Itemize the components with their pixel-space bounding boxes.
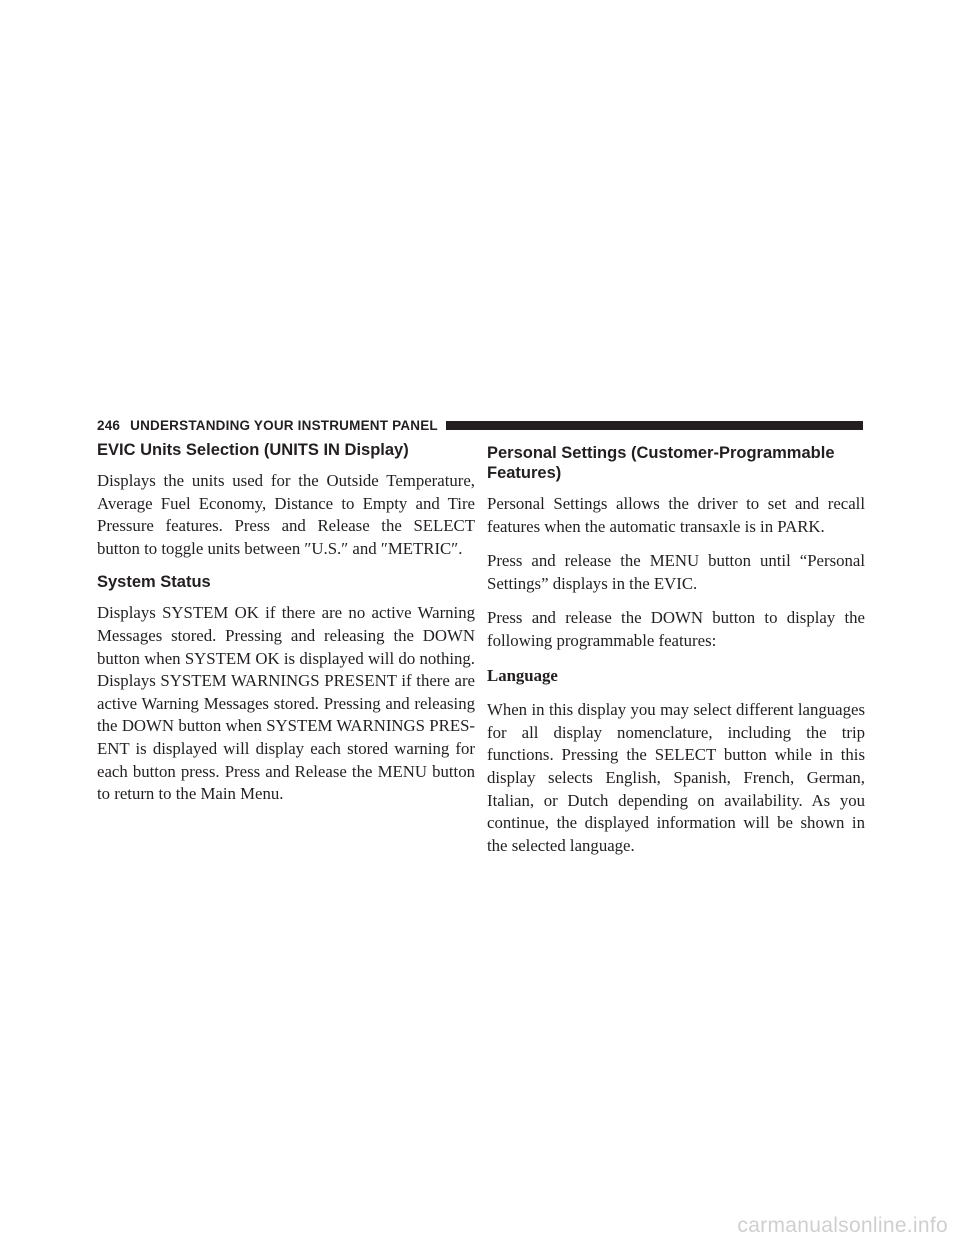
personal-settings-paragraph-1: Personal Settings allows the driver to set and recall features when the automatic transaxle is in PARK. — [487, 494, 865, 536]
page-header — [97, 415, 863, 435]
system-status-heading: System Status — [97, 573, 211, 592]
right-column — [487, 440, 865, 869]
section-title: UNDERSTANDING YOUR INSTRUMENT PANEL — [130, 417, 438, 433]
page-number: 246 — [97, 417, 121, 433]
left-column — [97, 440, 475, 818]
language-paragraph: When in this display you may select different languages for all display nomenclature, including the trip functions. Pressing the SELECT button while in this display selects English, Spanish, French, German, Italian, or Dutch depending on availability. As you continue, the displayed information will be shown in the selected language. — [487, 700, 865, 855]
personal-settings-heading: Personal Settings (Customer-Programmable Features) — [487, 444, 835, 482]
evic-units-heading: EVIC Units Selection (UNITS IN Display) — [97, 441, 409, 459]
personal-settings-paragraph-3: Press and release the DOWN button to display the following programmable features: — [487, 608, 865, 650]
watermark-link[interactable]: carmanualsonline.info — [737, 1214, 948, 1237]
evic-units-paragraph: Displays the units used for the Outside Temperature, Average Fuel Economy, Distance to Empty and Tire Pressure features. Press and Release the SELECT button to toggle units between ″U.S.″ and ″METRIC″. — [97, 471, 475, 558]
language-heading: Language — [487, 665, 558, 685]
personal-settings-paragraph-2: Press and release the MENU button until “Personal Settings” displays in the EVIC. — [487, 551, 865, 593]
system-status-paragraph: Displays SYSTEM OK if there are no active Warning Messages stored. Pressing and releasing the DOWN button when SYSTEM OK is displayed will do nothing. Displays SYSTEM WARNINGS PRESENT if there are active Warning Messages stored. Pressing and releasing the DOWN button when SYSTEM WARNINGS PRESENT is displayed will display each stored warning for each button press. Press and Release the MENU button to return to the Main Menu. — [97, 603, 475, 804]
header-rule — [446, 421, 863, 430]
